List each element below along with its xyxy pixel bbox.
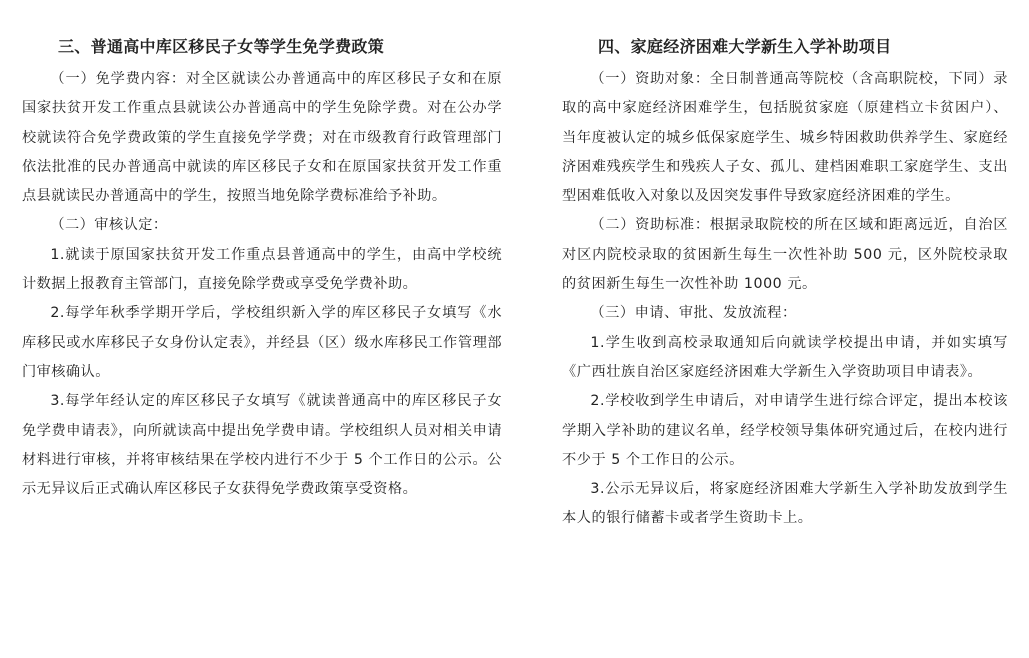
right-column bbox=[562, 0, 1008, 534]
paragraph-review-item-1: 1.就读于原国家扶贫开发工作重点县普通高中的学生，由高中学校统计数据上报教育主管部门，直接免除学费或享受免学费补助。 bbox=[22, 246, 502, 293]
paragraph-process-item-1: 1.学生收到高校录取通知后向就读学校提出申请，并如实填写《广西壮族自治区家庭经济困难大学新生入学资助项目申请表》。 bbox=[562, 334, 1008, 380]
paragraph-free-tuition-content: （一）免学费内容：对全区就读公办普通高中的库区移民子女和在原国家扶贫开发工作重点县就读公办普通高中的学生免除学费。对在公办学校就读符合免学费政策的学生直接免学学费；对在市级教育行政管理部门依法批准的民办普通高中就读的库区移民子女和在原国家扶贫开发工作重点县就读民办普通高中的学生，按照当地免除学费标准给予补助。 bbox=[22, 71, 502, 205]
section-heading-free-tuition: 三、普通高中库区移民子女等学生免学费政策 bbox=[58, 37, 385, 56]
left-column bbox=[22, 0, 502, 504]
paragraph-review-item-3: 3.每学年经认定的库区移民子女填写《就读普通高中的库区移民子女免学费申请表》，向所就读高中提出免学费申请。学校组织人员对相关申请材料进行审核，并将审核结果在学校内进行不少于 5 个工作日的公示。公示无异议后正式确认库区移民子女获得免学费政策享受资格。 bbox=[22, 393, 502, 498]
paragraph-aid-recipients: （一）资助对象：全日制普通高等院校（含高职院校，下同）录取的高中家庭经济困难学生，包括脱贫家庭（原建档立卡贫困户）、当年度被认定的城乡低保家庭学生、城乡特困救助供养学生、家庭经济困难残疾学生和残疾人子女、孤儿、建档困难职工家庭学生、支出型困难低收入对象以及因突发事件导致家庭经济困难的学生。 bbox=[562, 71, 1008, 205]
paragraph-process-heading: （三）申请、审批、发放流程： bbox=[590, 305, 797, 322]
section-heading-freshman-aid: 四、家庭经济困难大学新生入学补助项目 bbox=[598, 37, 892, 56]
paragraph-process-item-2: 2.学校收到学生申请后，对申请学生进行综合评定，提出本校该学期入学补助的建议名单，经学校领导集体研究通过后，在校内进行不少于 5 个工作日的公示。 bbox=[562, 393, 1008, 468]
paragraph-aid-standard: （二）资助标准：根据录取院校的所在区域和距离远近，自治区对区内院校录取的贫困新生每生一次性补助 500 元，区外院校录取的贫困新生每生一次性补助 1000 元。 bbox=[562, 217, 1008, 293]
paragraph-review-heading: （二）审核认定： bbox=[50, 217, 168, 234]
paragraph-process-item-3: 3.公示无异议后，将家庭经济困难大学新生入学补助发放到学生本人的银行储蓄卡或者学生资助卡上。 bbox=[562, 481, 1008, 527]
paragraph-review-item-2: 2.每学年秋季学期开学后，学校组织新入学的库区移民子女填写《水库移民或水库移民子女身份认定表》，并经县（区）级水库移民工作管理部门审核确认。 bbox=[22, 305, 502, 380]
